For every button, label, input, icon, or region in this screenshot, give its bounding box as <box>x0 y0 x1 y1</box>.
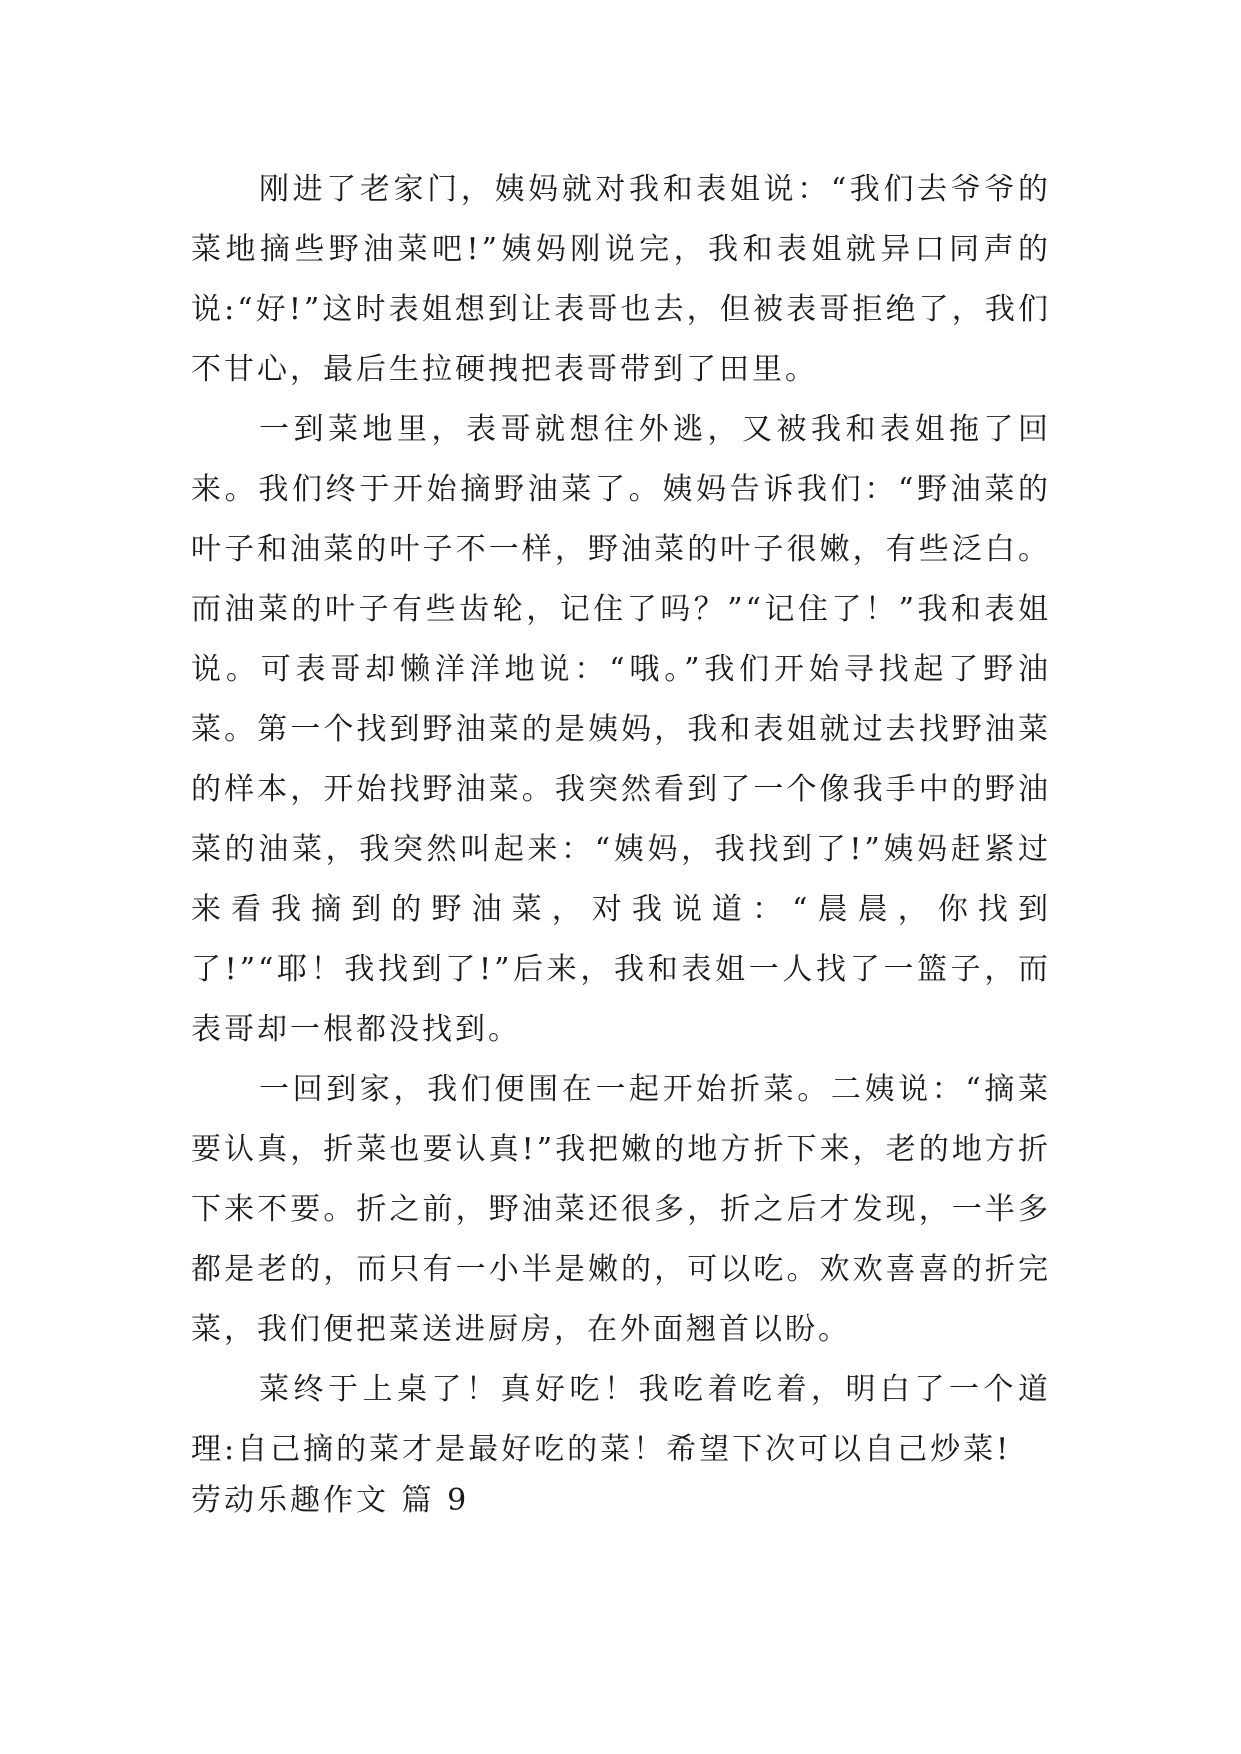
section-heading: 劳动乐趣作文 篇 9 <box>191 1483 470 1518</box>
essay-paragraph-1: 刚进了老家门，姨妈就对我和表姐说：“我们去爷爷的菜地摘些野油菜吧!”姨妈刚说完，我和表姐就异口同声的说:“好!”这时表姐想到让表哥也去，但被表哥拒绝了，我们不甘心，最后生拉硬拽把表哥带到了田里。 <box>191 172 1051 387</box>
essay-paragraph-2: 一到菜地里，表哥就想往外逃，又被我和表姐拖了回来。我们终于开始摘野油菜了。姨妈告诉我们：“野油菜的叶子和油菜的叶子不一样，野油菜的叶子很嫩，有些泛白。而油菜的叶子有些齿轮，记住了吗？”“记住了！”我和表姐说。可表哥却懒洋洋地说：“哦。”我们开始寻找起了野油菜。第一个找到野油菜的是姨妈，我和表姐就过去找野油菜的样本，开始找野油菜。我突然看到了一个像我手中的野油菜的油菜，我突然叫起来：“姨妈，我找到了!”姨妈赶紧过来看我摘到的野油菜，对我说道：“晨晨，你找到了!”“耶！我找到了!”后来，我和表姐一人找了一篮子，而表哥却一根都没找到。 <box>191 412 1051 1047</box>
essay-body <box>191 160 1051 1480</box>
essay-paragraph-4: 菜终于上桌了！真好吃！我吃着吃着，明白了一个道理:自己摘的菜才是最好吃的菜！希望下次可以自己炒菜! <box>191 1372 1051 1467</box>
essay-paragraph-3: 一回到家，我们便围在一起开始折菜。二姨说：“摘菜要认真，折菜也要认真!”我把嫩的地方折下来，老的地方折下来不要。折之前，野油菜还很多，折之后才发现，一半多都是老的，而只有一小半是嫩的，可以吃。欢欢喜喜的折完菜，我们便把菜送进厨房，在外面翘首以盼。 <box>191 1072 1051 1347</box>
